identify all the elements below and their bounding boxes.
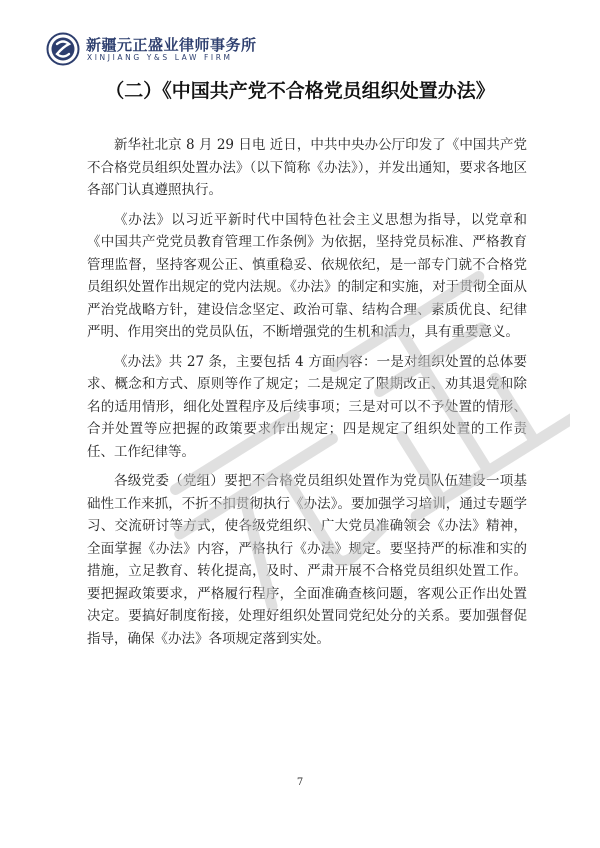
paragraph: 新华社北京 8 月 29 日电 近日，中共中央办公厅印发了《中国共产党不合格党员组织处置办法》（以下简称《办法》），并发出通知，要求各地区各部门认真遵照执行。 — [87, 137, 527, 198]
paragraph: 各级党委（党组）要把不合格党员组织处置作为党员队伍建设一项基础性工作来抓，不折不扣贯彻执行《办法》。要加强学习培训，通过专题学习、交流研讨等方式，使各级党组织、广大党员准确领会《办法》精神，全面掌握《办法》内容，严格执行《办法》规定。要坚持严的标准和实的措施，立足教育、转化提高，及时、严肃开展不合格党员组织处置工作。要把握政策要求，严格履行程序，全面准确查核问题，客观公正作出处置决定。要搞好制度衔接，处理好组织处置同党纪处分的关系。要加强督促指导，确保《办法》各项规定落到实处。 — [87, 473, 527, 647]
firm-header — [46, 32, 306, 68]
firm-name-cn: 新疆元正盛业律师事务所 — [86, 36, 257, 54]
firm-name-en: XINJIANG Y&S LAW FIRM — [87, 53, 233, 62]
section-title: （二）《中国共产党不合格党员组织处置办法》 — [105, 80, 495, 102]
page-number: 7 — [296, 777, 304, 788]
paragraph: 《办法》共 27 条，主要包括 4 方面内容：一是对组织处置的总体要求、概念和方式、原则等作了规定；二是规定了限期改正、劝其退党和除名的适用情形，细化处置程序及后续事项；三是对可以不予处置的情形、合并处置等应把握的政策要求作出规定；四是规定了组织处置的工作责任、工作纪律等。 — [87, 353, 527, 460]
article-body — [87, 134, 527, 657]
firm-logo-icon — [46, 32, 80, 66]
paragraph: 《办法》以习近平新时代中国特色社会主义思想为指导，以党章和《中国共产党党员教育管理工作条例》为依据，坚持党员标准、严格教育管理监督，坚持客观公正、慎重稳妥、依规依纪，是一部专门就不合格党员组织处置作出规定的党内法规。《办法》的制定和实施，对于贯彻全面从严治党战略方针，建设信念坚定、政治可靠、结构合理、素质优良、纪律严明、作用突出的党员队伍，不断增强党的生机和活力，具有重要意义。 — [87, 211, 527, 340]
